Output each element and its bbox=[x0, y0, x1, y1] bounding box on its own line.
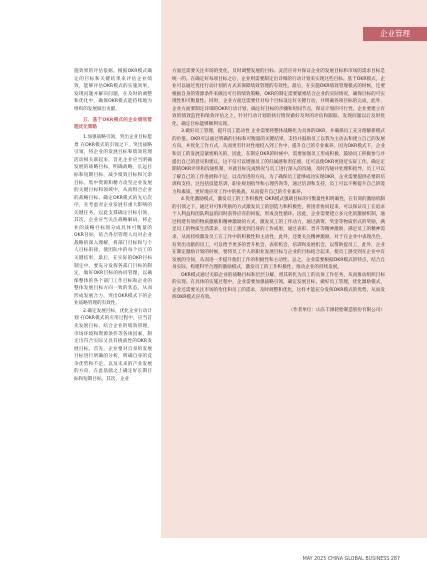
right-paragraph-1: 方面还需要关注市场的变化，及时调整发展的目标。灵活应对并保证企业的发展目标和市场的需求目标是统一的。在确定好每项目标之后，企业则需要制定出详细的行动计划来实现这些目标。基于OKR模式，企业可以通过优化行动计划的方式来保障绩效管理的有效性。最后，在实施OKR绩效管理模式的时候，还要根据自身的资源条件来做出可行的绩效策略，OKR的制定需要紧密结合企业的实际情况，确保目标的可实现性和可衡量性。同时，企业方面还需要针对每个目标设定好关键行动，并明确各项目标的完成，此外，企业方面要制定详细的OKR行动计划，确定好目标的步骤和时间节点，保证计划的可行性。企业要建立有效的绩效监控和绩效评估之上，针对行动计划的执行情况做好及时的评估和跟踪，发现问题以后及时优化，确定目标能够顺利实现。 bbox=[172, 69, 385, 127]
section-tab-label: 企业管理 bbox=[363, 27, 427, 41]
right-paragraph-3: 4.优化激励模式，激发员工的工作积极性 OKR模式强调目标的可衡量性和明确性。在有效的激励机制的引领之下，通过对可和奖励的方式激发员工的创造力和积极性，将团者协同起来，可以保证员工在追求个人利益和团队利益的同时获得应有的回报，形成良性循环。因此，企业需要建立多元化的激励机制，通过构建有效的物质激励和精神激励的方式，激发员工的工作动力，通过薪资、奖金等物质形式的奖励，满足员工的物质生活需求，让员工感受到自身的工作成果，通过表彰、晋升等精神激励，满足员工的精神需求，从而持续激发员工在工作中的积极性和主动性，此外，还要关注精神激励，对于在企业中表现出色，有突出贡献的员工，可以给予更多的晋升机会，表彰机会，培训和发展机会，以帮助提员工，此外，企业在制定激励计划的时候，要将员工个人的职业发展目标与企业的目标结合起来，使员工感受到在企业中有发展的空间，从而进一步提升他们工作的积极性和主动性。总之，企业需要根据OKR模式的特点，结合自身实际，构建科学合理的激励模式，激发员工的工作积极性，推动企业的持续发展。 bbox=[172, 197, 385, 271]
left-text-column bbox=[74, 68, 152, 562]
left-paragraph-1: 1.加强战略引领，突出企业目标愿景 在OKR模式的引领之下，突出战略引领，将企业的发展目标和绩效管理活动相关联起来，首先企业应当明确发展的战略目标，明确战略，长远目标和短期目标，减少绩效目标和冗余目标，集中资源和精力攻坚企业发展的关键目标和领域中，从而组合企业的战略目标。确定OKR模式的先后次序，先考虑对企业发展有重大影响的关键任务，以此支撑确定目标引领，其次，企业应当关注战略解码，将企业的战略目标划分成具体可衡量的OKR目标，结合各层管理人员对企业战略的深入理解，将部门目标和与个人目标衔接，使团队中的每个员工的关键结果，最后，在实际的OKR目标制定中，要充分发挥各部门目标的制定，做好OKR目标的协同管理，以确保整体的各个部门工作目标和企业的整体发展目标方向一致的状态，从而形成发展合力，突出OKR模式下的企业战略管理的有效性。 bbox=[74, 135, 152, 307]
author-affiliation: （作者单位：山东丰源轮胎制造股份有限公司） bbox=[288, 307, 385, 313]
page-footer: MAY 2025 CHINA GLOBAL BUSINESS 287 bbox=[302, 557, 400, 562]
left-paragraph-2: 2.确定发展目标，优化企业行动计划 在OKR模式的应用过程中，应当首先发展目标，结合企业的绩效管理，市场环境和资源条件等各项因素，制定出符合实际又具有挑战性的OKR发展目标。首先，企业要对自身的发展目标进行明确的分析，明确自身的竞争优势和不足，以及未来的产业发展的方向，在此基础之上确定好长期目标和短期目标。其次，企业 bbox=[74, 308, 152, 382]
right-text-column bbox=[172, 68, 385, 536]
left-intro-paragraph: 施效果的评估依据。根据OKR模式确定的目标和关键结果来评估企业绩效，能够评估OKR模式的实施效果，发现问题并解决问题，在及时的调整和优化中，确保OKR模式能持续地为组织的发展做出贡献。 bbox=[74, 69, 152, 112]
section-heading: 五、基于OKR模式的企业绩效管理优化策略 bbox=[74, 118, 152, 131]
right-paragraph-2: 3.做好员工管理，提升员工能动性 企业需要将整体战略化为具体的OKR，并确保员工充分理解新模式的价值。OKR可以通过明确的目标和可衡量的关键结果，支持并鼓励员工以我为主动去和建立自己的发展方向，并优化工作方式，从而更有针对性地投入到工作中，提升自己的专业素养。因为OKR模式下，企业和员工的发展是紧密相关的，因此，在制定OKR的时候中，需要加强员工形成积极，鼓励员工积极参与并提出自己的意见和建议，这不仅可以增强员工的归属感和责任感，还可以使OKR更接近实际工作。确定定期的OKR评审和沟通机制，并就目标完成情况与员工进行深入的沟通，及时沟通并处理和指导，员工可以了解自己的工作进展和不足，以及改进的方向。为了确保员工能够成功实现OKR，企业需要提供必要的培训和支持，这包括技能培训，职业规划指导和心理咨询等，通过培训和支持，员工可以不断提升自己的能力和素质，更好地应对工作中的挑战，从而提升自己的专业素养。 bbox=[172, 129, 385, 195]
right-paragraph-4: OKR模式通过关联企业的战略目标和层层分解，将其转化为员工的具体工作任务，从而推动组织目标的实现。在具体的实施过程中，企业需要加强战略引领，确定发展目标，做好员工管理，优化激励模式，企业还需要关注市场的变化和员工的需求，及时调整和优化，这样才能充分发挥OKR模式的优势，从而发挥OKR模式应有效。 bbox=[172, 272, 385, 301]
